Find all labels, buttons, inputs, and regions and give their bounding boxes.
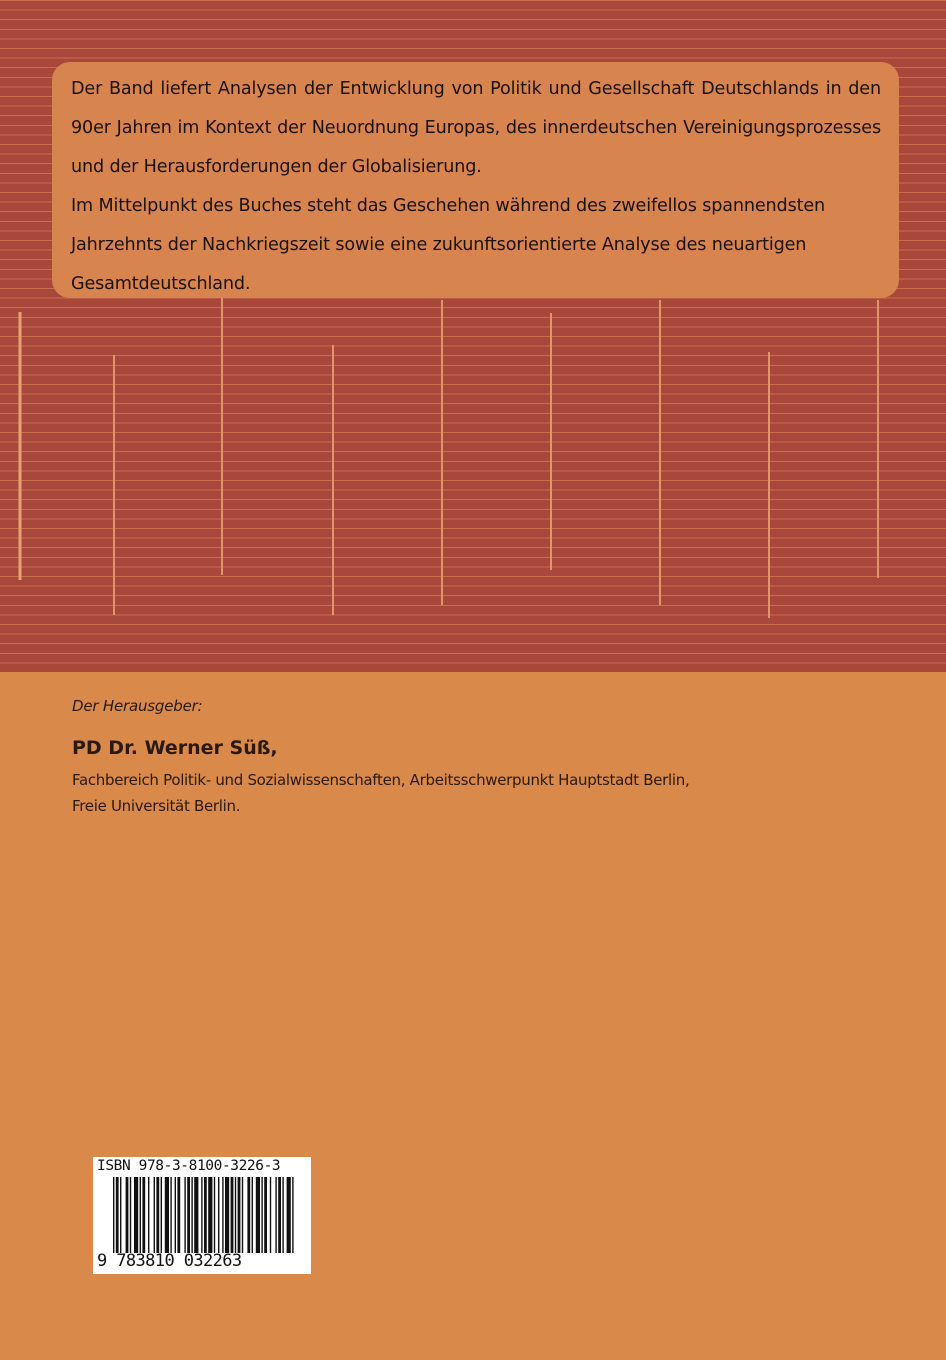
barcode-bar [214,1177,215,1253]
ean-digits: 9 783810 032263 [97,1251,242,1271]
barcode-bar [235,1177,236,1253]
barcode-bar [170,1177,171,1253]
barcode-bar [247,1177,250,1253]
barcode-bar [148,1177,149,1253]
barcode-bar [256,1177,260,1253]
barcode-bar [252,1177,253,1253]
barcode-bar [261,1177,262,1253]
publisher-label: Der Herausgeber: [72,697,203,715]
barcode-bar [191,1177,192,1253]
barcode-bar [142,1177,145,1253]
barcode-bar [270,1177,271,1253]
barcode-bar [222,1177,223,1253]
barcode-bar [130,1177,131,1253]
barcode-bar [175,1177,176,1253]
barcode-bar [165,1177,169,1253]
barcode-bar [154,1177,155,1253]
barcode-bar [120,1177,121,1253]
barcode-bar [282,1177,283,1253]
barcode-bar [238,1177,241,1253]
barcode-bars [93,1177,311,1255]
blurb-paragraph-2: Im Mittelpunkt des Buches steht das Geschehen während des zweifellos spannendsten Jahrzehnts der Nachkriegszeit sowie eine zukunftsorientierte Analyse des neuartigen Gesamtdeutschland. [71,196,826,294]
barcode-bar [126,1177,129,1253]
barcode-box [93,1157,311,1274]
barcode-bar [287,1177,291,1253]
affiliation-line-2: Freie Universität Berlin. [72,797,241,815]
barcode-bar [194,1177,198,1253]
barcode-bar [187,1177,190,1253]
affiliation-line-1: Fachbereich Politik- und Sozialwissenschaften, Arbeitsschwerpunkt Hauptstadt Berlin, [72,771,690,789]
barcode-bar [113,1177,114,1253]
barcode-bar [204,1177,207,1253]
barcode-bar [208,1177,212,1253]
barcode-bar [140,1177,141,1253]
blurb-box [52,62,899,298]
barcode-bar [292,1177,293,1253]
barcode-bar [116,1177,119,1253]
barcode-bar [218,1177,219,1253]
barcode-bar [201,1177,202,1253]
barcode-bar [231,1177,234,1253]
striped-top-band [0,0,946,672]
barcode-bar [225,1177,229,1253]
barcode-bar [242,1177,243,1253]
editor-name: PD Dr. Werner Süß, [72,737,278,759]
publisher-block [72,697,689,819]
barcode-bar [177,1177,180,1253]
barcode-bar [264,1177,267,1253]
barcode-bar [161,1177,162,1253]
barcode-bar [156,1177,159,1253]
barcode-bar [184,1177,185,1253]
barcode-bar [278,1177,281,1253]
barcode-bar [275,1177,276,1253]
blurb-paragraph-1: Der Band liefert Analysen der Entwicklung von Politik und Gesellschaft Deutschlands in den 90er Jahren im Kontext der Neuordnung Europas, des innerdeutschen Vereinigungsprozesses und der Herausforderungen der Globalisierung. [71,79,881,177]
barcode-bar [134,1177,138,1253]
isbn-label: ISBN 978-3-8100-3226-3 [97,1158,281,1174]
